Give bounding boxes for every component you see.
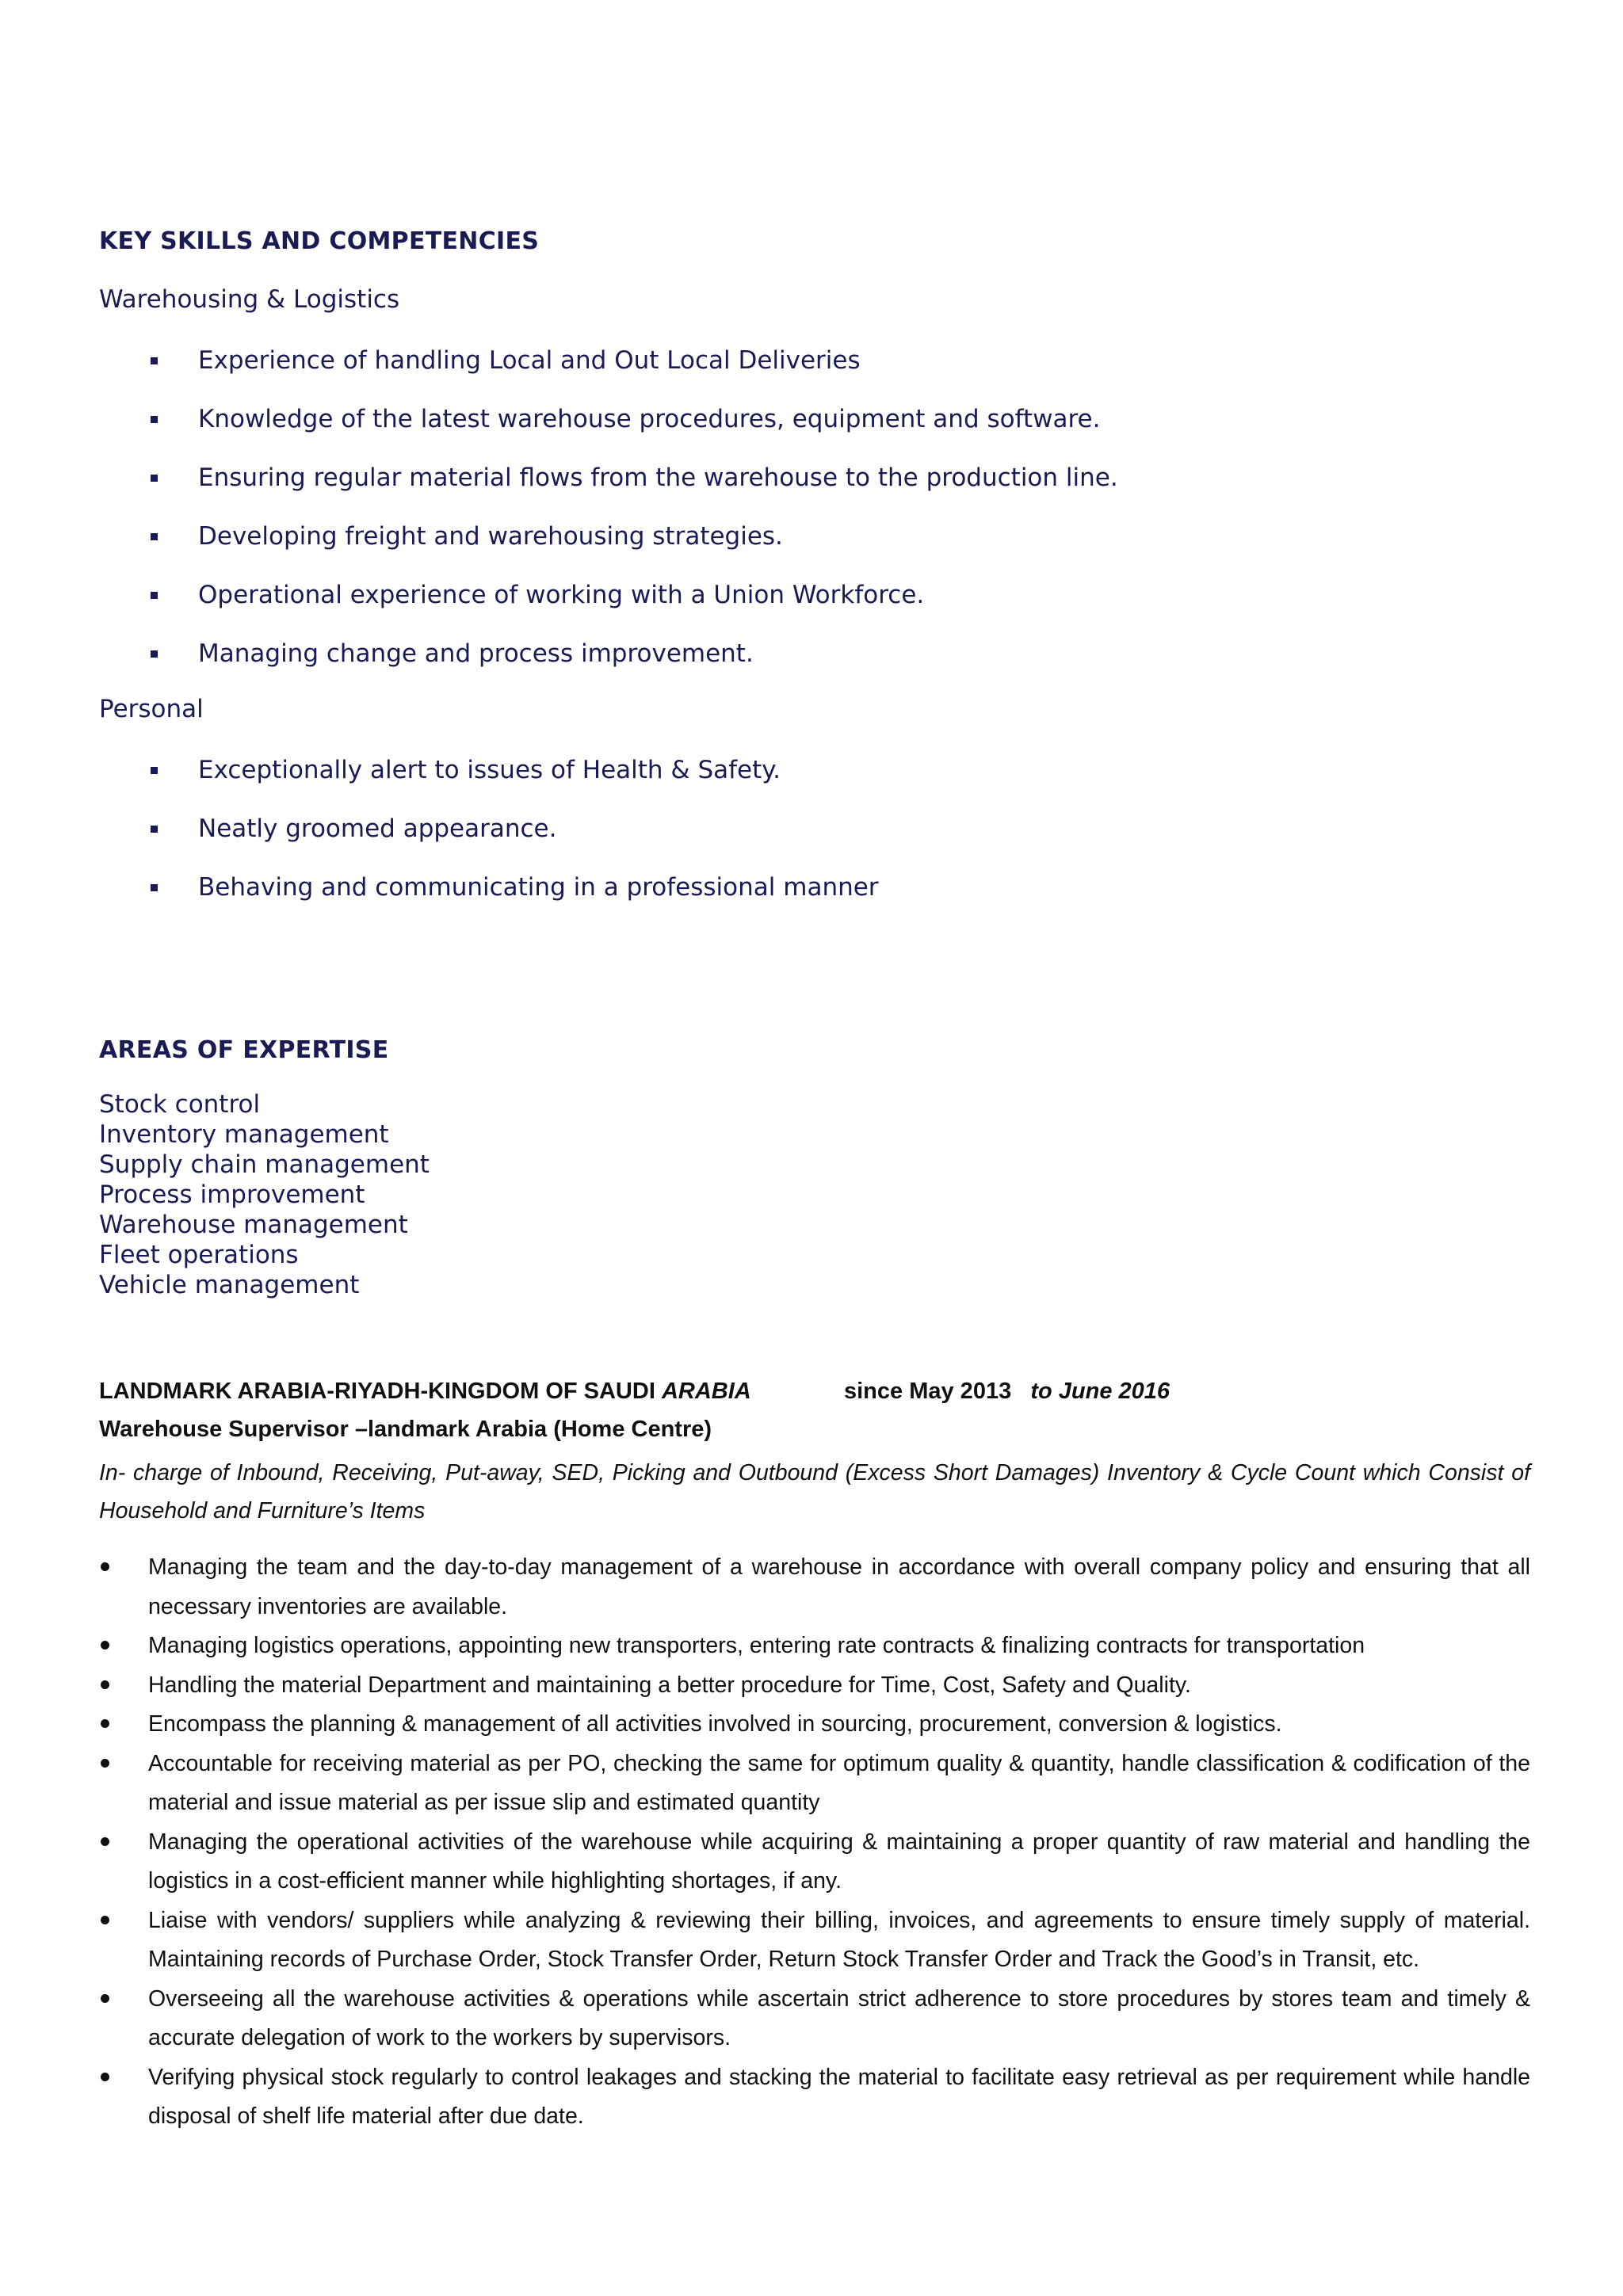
bullet-icon <box>101 1562 109 1571</box>
group-title-warehousing: Warehousing & Logistics <box>99 285 400 314</box>
job-employer-line <box>99 1379 1170 1405</box>
expertise-heading: AREAS OF EXPERTISE <box>99 1036 389 1064</box>
list-item: Liaise with vendors/ suppliers while analyzing & reviewing their billing, invoices, and agreements to ensure timely supply of material. Maintaining records of Purchase Order, Stock Transfer Order, Return Stock Transfer Order and Track the Good’s in Transit, etc. <box>0 1901 1623 1980</box>
bullet-icon <box>101 1837 109 1846</box>
bullet-icon <box>101 1759 109 1768</box>
bullet-icon <box>101 2073 109 2081</box>
list-item: Warehouse management <box>99 1211 408 1239</box>
list-item: Managing the team and the day-to-day management of a warehouse in accordance with overall company policy and ensuring that all necessary inventories are available. <box>0 1548 1623 1627</box>
list-item: Verifying physical stock regularly to control leakages and stacking the material to facilitate easy retrieval as per requirement while handle disposal of shelf life material after due date. <box>0 2058 1623 2137</box>
square-bullet-icon <box>151 592 158 599</box>
list-item: Supply chain management <box>99 1150 430 1179</box>
square-bullet-icon <box>151 884 158 891</box>
bullet-icon <box>101 1719 109 1728</box>
list-item: Stock control <box>99 1090 261 1119</box>
job-description: In- charge of Inbound, Receiving, Put-away, SED, Picking and Outbound (Excess Short Damages) Inventory & Cycle Count which Consist of Household and Furniture’s Items <box>99 1460 1530 1524</box>
list-item: Accountable for receiving material as per PO, checking the same for optimum quality & quantity, handle classification & codification of the material and issue material as per issue slip and estimated quantity <box>0 1745 1623 1823</box>
employment-dates: since May 2013 to June 2016 <box>844 1379 1170 1404</box>
group-title-personal: Personal <box>99 695 204 723</box>
square-bullet-icon <box>151 767 158 774</box>
resume-page: KEY SKILLS AND COMPETENCIES Warehousing & Logistics Experience of handling Local and Out Local Deliveries Knowledge of the latest warehouse procedures, equipment and software. Ensuring regular material flows from the warehouse to the production line. Developing freight and warehousing strategies. Operational experience of working with a Union Workforce. Managing change and process improvement. Personal Exceptionally alert to issues of Health & Safety. Neatly groomed appearance. Behaving and communicating in a professional manner AREAS OF EXPERTISE Stock control Inventory management Supply chain management Process improvement Warehouse management Fleet operations Vehicle management LANDMARK ARABIA-RIYADH-KINGDOM OF SAUDI ARABIA since May 2013 to June 2016 Warehouse Supervisor –landmark Arabia (Home Centre) In- charge of Inbound, Receiving, Put-away, SED, Picking and Outbound (Excess Short Damages) Inventory & Cycle Count which Consist of Household and Furniture’s Items Managing the team and the day-to-day management of a warehouse in accordance with overall company policy and ensuring that all necessary inventories are available. Managing logistics operations, appointing new transporters, entering rate contracts & finalizing contracts for transportation Handling the material Department and maintaining a better procedure for Time, Cost, Safety and Quality. Encompass the planning & management of all activities involved in sourcing, procurement, conversion & logistics. Accountable for receiving material as per PO, checking the same for optimum quality & quantity, handle classification & codification of the material and issue material as per issue slip and estimated quantity Managing the operational activities of the warehouse while acquiring & maintaining a proper quantity of raw material and handling the logistics in a cost-efficient manner while highlighting shortages, if any. Liaise with vendors/ suppliers while analyzing & reviewing their billing, invoices, and agreements to ensure timely supply of material. Maintaining records of Purchase Order, Stock Transfer Order, Return Stock Transfer Order and Track the Good’s in Transit, etc. Overseeing all the warehouse activities & operations while ascertain strict adherence to store procedures by stores team and timely & accurate delegation of work to the workers by supervisors. Verifying physical stock regularly to control leakages and stacking the material to facilitate easy retrieval as per requirement while handle disposal of shelf life material after due date. <box>0 0 1623 2296</box>
list-item: Inventory management <box>99 1120 389 1149</box>
employer-name-italic: ARABIA <box>661 1379 751 1404</box>
list-item: Managing logistics operations, appointing new transporters, entering rate contracts & finalizing contracts for transportation <box>0 1627 1623 1666</box>
bullet-icon <box>101 1680 109 1689</box>
employer-name: LANDMARK ARABIA-RIYADH-KINGDOM OF SAUDI <box>99 1379 662 1404</box>
list-item: Fleet operations <box>99 1241 299 1269</box>
square-bullet-icon <box>151 826 158 833</box>
list-item: Managing the operational activities of the warehouse while acquiring & maintaining a proper quantity of raw material and handling the logistics in a cost-efficient manner while highlighting shortages, if any. <box>0 1823 1623 1901</box>
list-item: Process improvement <box>99 1180 365 1209</box>
square-bullet-icon <box>151 533 158 540</box>
square-bullet-icon <box>151 357 158 364</box>
bullet-icon <box>101 1916 109 1924</box>
bullet-icon <box>101 1641 109 1650</box>
list-item: Encompass the planning & management of all activities involved in sourcing, procurement, conversion & logistics. <box>0 1705 1623 1745</box>
square-bullet-icon <box>151 416 158 423</box>
job-role: Warehouse Supervisor –landmark Arabia (Home Centre) <box>99 1417 712 1442</box>
list-item: Handling the material Department and maintaining a better procedure for Time, Cost, Safety and Quality. <box>0 1666 1623 1706</box>
expertise-list <box>99 1089 430 1300</box>
list-item: Vehicle management <box>99 1271 360 1299</box>
square-bullet-icon <box>151 650 158 658</box>
bullet-icon <box>101 1994 109 2003</box>
key-skills-heading: KEY SKILLS AND COMPETENCIES <box>99 227 540 255</box>
responsibilities-list <box>0 1548 1623 2137</box>
square-bullet-icon <box>151 475 158 482</box>
list-item: Overseeing all the warehouse activities & operations while ascertain strict adherence to store procedures by stores team and timely & accurate delegation of work to the workers by supervisors. <box>0 1980 1623 2058</box>
